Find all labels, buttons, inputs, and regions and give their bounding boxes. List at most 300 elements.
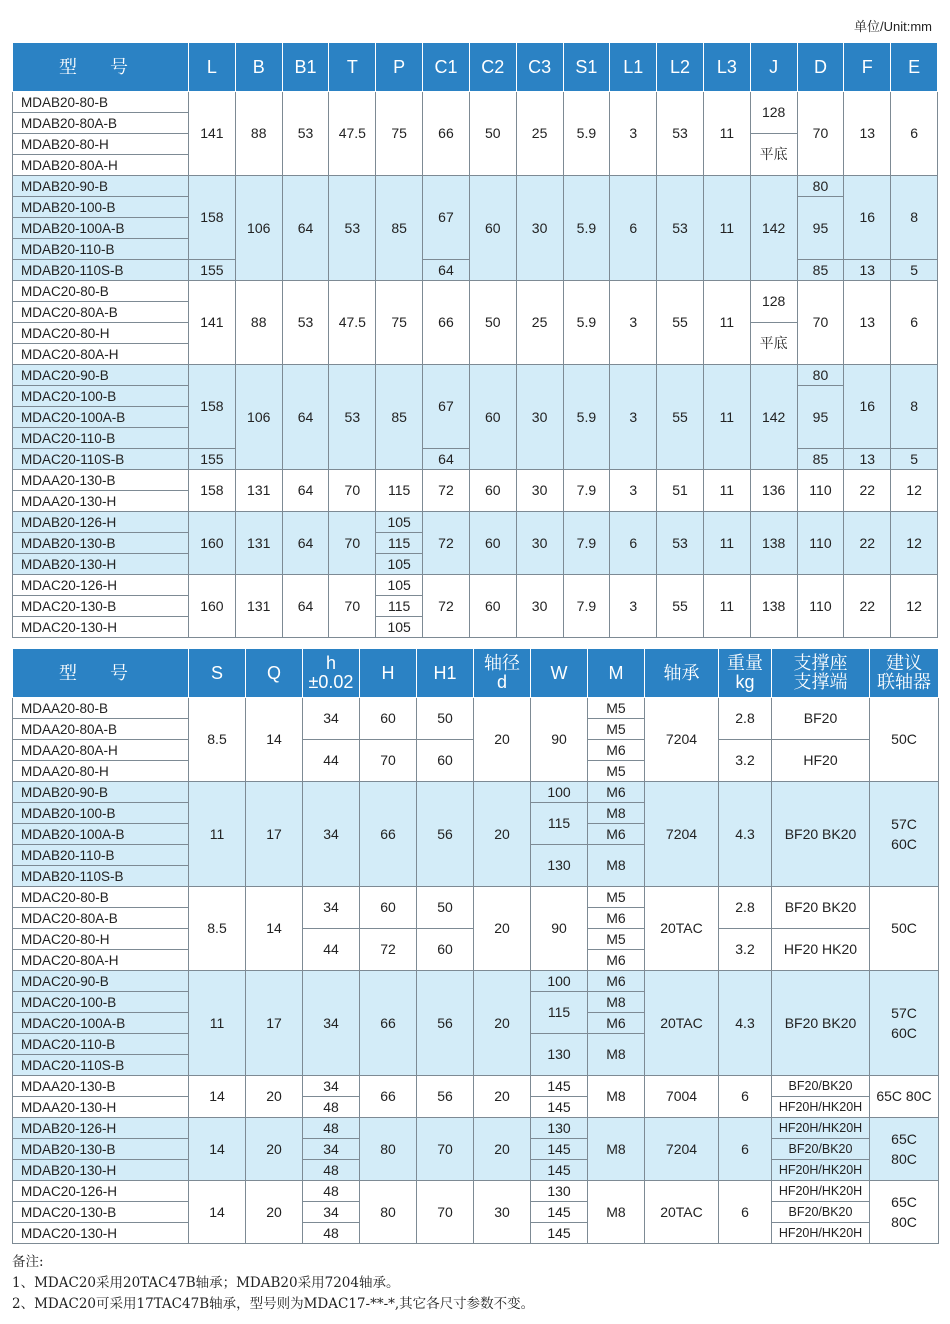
value-cell: 95: [797, 197, 844, 260]
value-cell: 142: [750, 176, 797, 281]
value-cell: 2.8: [719, 887, 772, 929]
value-cell: 60: [360, 698, 417, 740]
value-cell: 34: [303, 698, 360, 740]
model-cell: MDAC20-100A-B: [13, 1013, 189, 1034]
table-row: [13, 470, 938, 491]
value-cell: 6: [891, 281, 938, 365]
value-cell: 12: [891, 512, 938, 575]
header-c3: C3: [516, 43, 563, 92]
value-cell: 11: [703, 281, 750, 365]
table-row: [13, 887, 939, 908]
table-row: [13, 971, 939, 992]
value-cell: 5.9: [563, 92, 610, 176]
value-cell: 47.5: [329, 281, 376, 365]
header-h: h ±0.02: [303, 649, 360, 698]
table-row: [13, 176, 938, 197]
value-cell: 3: [610, 281, 657, 365]
value-cell: 66: [360, 782, 417, 887]
header-model: 型 号: [13, 43, 189, 92]
value-cell: 6: [719, 1181, 772, 1244]
value-cell: 158: [189, 470, 236, 512]
header-l3: L3: [703, 43, 750, 92]
value-cell: 72: [423, 470, 470, 512]
model-cell: MDAB20-130-B: [13, 533, 189, 554]
model-cell: MDAC20-100-B: [13, 386, 189, 407]
value-cell: 20: [246, 1181, 303, 1244]
value-cell: 20TAC: [645, 1181, 719, 1244]
value-cell: 55: [657, 365, 704, 470]
value-cell: M5: [588, 761, 645, 782]
value-cell: BF20 BK20: [772, 887, 870, 929]
value-cell: 平底: [750, 323, 797, 365]
header-q: Q: [246, 649, 303, 698]
model-cell: MDAC20-110S-B: [13, 449, 189, 470]
value-cell: 11: [189, 971, 246, 1076]
value-cell: 17: [246, 782, 303, 887]
table-row: [13, 575, 938, 596]
value-cell: 55: [657, 575, 704, 638]
value-cell: 34: [303, 971, 360, 1076]
model-cell: MDAB20-130-H: [13, 1160, 189, 1181]
value-cell: BF20 BK20: [772, 971, 870, 1076]
value-cell: 5.9: [563, 176, 610, 281]
value-cell: 44: [303, 740, 360, 782]
value-cell: 11: [703, 176, 750, 281]
value-cell: 6: [610, 512, 657, 575]
value-cell: 70: [417, 1118, 474, 1181]
model-cell: MDAC20-100A-B: [13, 407, 189, 428]
value-cell: 20: [246, 1076, 303, 1118]
value-cell: 51: [657, 470, 704, 512]
value-cell: 60: [469, 575, 516, 638]
value-cell: 128: [750, 92, 797, 134]
value-cell: 67: [423, 176, 470, 260]
model-cell: MDAA20-130-H: [13, 491, 189, 512]
value-cell: M6: [588, 971, 645, 992]
value-cell: 7.9: [563, 512, 610, 575]
value-cell: HF20 HK20: [772, 929, 870, 971]
header-: 重量 kg: [719, 649, 772, 698]
dimension-table-2: [12, 648, 939, 1244]
value-cell: 13: [844, 92, 891, 176]
value-cell: 70: [797, 92, 844, 176]
header-t: T: [329, 43, 376, 92]
notes: [12, 1252, 534, 1315]
table-row: [13, 1118, 939, 1139]
notes-title: 备注:: [12, 1254, 44, 1270]
value-cell: 60: [360, 887, 417, 929]
value-cell: 130: [531, 1118, 588, 1139]
value-cell: BF20 BK20: [772, 782, 870, 887]
header-l: L: [189, 43, 236, 92]
value-cell: 115: [531, 803, 588, 845]
value-cell: 3.2: [719, 929, 772, 971]
header-: 支撑座 支撑端: [772, 649, 870, 698]
value-cell: 8.5: [189, 698, 246, 782]
value-cell: M6: [588, 950, 645, 971]
value-cell: M6: [588, 824, 645, 845]
value-cell: 22: [844, 575, 891, 638]
value-cell: 53: [282, 281, 329, 365]
value-cell: 70: [329, 575, 376, 638]
value-cell: 60: [417, 929, 474, 971]
value-cell: 34: [303, 1076, 360, 1097]
value-cell: M8: [588, 1118, 645, 1181]
header-m: M: [588, 649, 645, 698]
model-cell: MDAC20-80A-B: [13, 908, 189, 929]
value-cell: 16: [844, 176, 891, 260]
model-cell: MDAC20-80A-H: [13, 950, 189, 971]
value-cell: 65C 80C: [870, 1076, 939, 1118]
header-p: P: [376, 43, 423, 92]
header-: 轴承: [645, 649, 719, 698]
table-row: [13, 281, 938, 302]
value-cell: 145: [531, 1160, 588, 1181]
model-cell: MDAB20-90-B: [13, 782, 189, 803]
value-cell: M8: [588, 992, 645, 1013]
value-cell: 14: [189, 1181, 246, 1244]
model-cell: MDAC20-110-B: [13, 1034, 189, 1055]
value-cell: 95: [797, 386, 844, 449]
value-cell: HF20H/HK20H: [772, 1118, 870, 1139]
value-cell: 20TAC: [645, 887, 719, 971]
model-cell: MDAC20-90-B: [13, 971, 189, 992]
value-cell: 60: [469, 470, 516, 512]
value-cell: 115: [376, 470, 423, 512]
model-cell: MDAA20-130-H: [13, 1097, 189, 1118]
value-cell: 66: [423, 281, 470, 365]
value-cell: 145: [531, 1202, 588, 1223]
value-cell: 53: [282, 92, 329, 176]
value-cell: 6: [719, 1076, 772, 1118]
model-cell: MDAB20-110S-B: [13, 260, 189, 281]
value-cell: 130: [531, 845, 588, 887]
header-w: W: [531, 649, 588, 698]
value-cell: 56: [417, 782, 474, 887]
value-cell: 53: [329, 365, 376, 470]
value-cell: 64: [282, 365, 329, 470]
value-cell: 88: [235, 92, 282, 176]
value-cell: 20: [474, 1118, 531, 1181]
value-cell: 115: [376, 533, 423, 554]
value-cell: 141: [189, 281, 236, 365]
value-cell: 11: [703, 512, 750, 575]
value-cell: 85: [376, 176, 423, 281]
header-c1: C1: [423, 43, 470, 92]
value-cell: 3: [610, 365, 657, 470]
value-cell: 85: [797, 449, 844, 470]
value-cell: 6: [891, 92, 938, 176]
value-cell: 22: [844, 512, 891, 575]
header-e: E: [891, 43, 938, 92]
value-cell: 50: [417, 887, 474, 929]
table-row: [13, 92, 938, 113]
value-cell: M6: [588, 908, 645, 929]
value-cell: 8.5: [189, 887, 246, 971]
value-cell: 53: [329, 176, 376, 281]
value-cell: 25: [516, 281, 563, 365]
value-cell: 53: [657, 92, 704, 176]
value-cell: HF20: [772, 740, 870, 782]
model-cell: MDAB20-100-B: [13, 803, 189, 824]
model-cell: MDAB20-126-H: [13, 1118, 189, 1139]
value-cell: 5.9: [563, 365, 610, 470]
value-cell: 11: [703, 575, 750, 638]
value-cell: 66: [360, 1076, 417, 1118]
value-cell: 16: [844, 365, 891, 449]
model-cell: MDAC20-110-B: [13, 428, 189, 449]
value-cell: 20: [246, 1118, 303, 1181]
value-cell: 25: [516, 92, 563, 176]
value-cell: 20: [474, 782, 531, 887]
header-h: H: [360, 649, 417, 698]
header-j: J: [750, 43, 797, 92]
table-row: [13, 1076, 939, 1097]
value-cell: M8: [588, 1181, 645, 1244]
value-cell: 20TAC: [645, 971, 719, 1076]
model-cell: MDAC20-80A-H: [13, 344, 189, 365]
value-cell: 110: [797, 470, 844, 512]
value-cell: 155: [189, 260, 236, 281]
value-cell: 64: [423, 260, 470, 281]
note-item: 1、MDAC20采用20TAC47B轴承；MDAB20采用7204轴承。: [12, 1275, 400, 1291]
value-cell: 14: [189, 1076, 246, 1118]
header-model: 型 号: [13, 649, 189, 698]
value-cell: 106: [235, 176, 282, 281]
value-cell: 70: [329, 512, 376, 575]
model-cell: MDAC20-130-H: [13, 1223, 189, 1244]
value-cell: 2.8: [719, 698, 772, 740]
value-cell: 85: [376, 365, 423, 470]
value-cell: 105: [376, 617, 423, 638]
model-cell: MDAB20-80-B: [13, 92, 189, 113]
value-cell: 13: [844, 281, 891, 365]
value-cell: 67: [423, 365, 470, 449]
value-cell: 14: [246, 887, 303, 971]
value-cell: 34: [303, 1139, 360, 1160]
model-cell: MDAC20-80-H: [13, 929, 189, 950]
value-cell: 88: [235, 281, 282, 365]
model-cell: MDAA20-80-H: [13, 761, 189, 782]
value-cell: 13: [844, 449, 891, 470]
value-cell: M8: [588, 1034, 645, 1076]
value-cell: 100: [531, 971, 588, 992]
value-cell: 80: [360, 1181, 417, 1244]
value-cell: 11: [703, 92, 750, 176]
table-row: [13, 1181, 939, 1202]
value-cell: 115: [531, 992, 588, 1034]
value-cell: 60: [469, 512, 516, 575]
value-cell: M5: [588, 929, 645, 950]
value-cell: 155: [189, 449, 236, 470]
value-cell: 105: [376, 554, 423, 575]
value-cell: 50C: [870, 887, 939, 971]
value-cell: 80: [797, 365, 844, 386]
value-cell: 30: [516, 512, 563, 575]
value-cell: 55: [657, 281, 704, 365]
value-cell: 4.3: [719, 971, 772, 1076]
table-1-header-row: [13, 43, 938, 92]
value-cell: HF20H/HK20H: [772, 1097, 870, 1118]
value-cell: 4.3: [719, 782, 772, 887]
value-cell: 158: [189, 365, 236, 449]
model-cell: MDAA20-80-B: [13, 698, 189, 719]
value-cell: 12: [891, 575, 938, 638]
value-cell: 142: [750, 365, 797, 470]
value-cell: 5: [891, 449, 938, 470]
model-cell: MDAC20-110S-B: [13, 1055, 189, 1076]
model-cell: MDAC20-130-H: [13, 617, 189, 638]
value-cell: 145: [531, 1097, 588, 1118]
header-c2: C2: [469, 43, 516, 92]
model-cell: MDAC20-80-B: [13, 887, 189, 908]
model-cell: MDAA20-80A-H: [13, 740, 189, 761]
value-cell: 12: [891, 470, 938, 512]
value-cell: 22: [844, 470, 891, 512]
header-b1: B1: [282, 43, 329, 92]
model-cell: MDAA20-130-B: [13, 1076, 189, 1097]
value-cell: M5: [588, 698, 645, 719]
value-cell: 136: [750, 470, 797, 512]
model-cell: MDAC20-130-B: [13, 596, 189, 617]
value-cell: 65C 80C: [870, 1118, 939, 1181]
value-cell: HF20H/HK20H: [772, 1223, 870, 1244]
value-cell: 72: [360, 929, 417, 971]
model-cell: MDAB20-80A-B: [13, 113, 189, 134]
value-cell: 64: [282, 512, 329, 575]
value-cell: 3.2: [719, 740, 772, 782]
value-cell: BF20: [772, 698, 870, 740]
value-cell: 5: [891, 260, 938, 281]
model-cell: MDAC20-100-B: [13, 992, 189, 1013]
value-cell: 48: [303, 1181, 360, 1202]
value-cell: BF20/BK20: [772, 1076, 870, 1097]
value-cell: 20: [474, 887, 531, 971]
model-cell: MDAB20-90-B: [13, 176, 189, 197]
model-cell: MDAA20-130-B: [13, 470, 189, 491]
value-cell: 57C 60C: [870, 971, 939, 1076]
value-cell: 141: [189, 92, 236, 176]
value-cell: BF20/BK20: [772, 1202, 870, 1223]
value-cell: 138: [750, 512, 797, 575]
value-cell: 70: [360, 740, 417, 782]
value-cell: 57C 60C: [870, 782, 939, 887]
header-s1: S1: [563, 43, 610, 92]
value-cell: 50: [469, 281, 516, 365]
value-cell: 66: [423, 92, 470, 176]
value-cell: 80: [797, 176, 844, 197]
value-cell: 48: [303, 1223, 360, 1244]
value-cell: M6: [588, 740, 645, 761]
value-cell: 64: [282, 470, 329, 512]
value-cell: 7204: [645, 782, 719, 887]
value-cell: 158: [189, 176, 236, 260]
value-cell: 30: [516, 176, 563, 281]
model-cell: MDAB20-100A-B: [13, 824, 189, 845]
model-cell: MDAB20-110S-B: [13, 866, 189, 887]
model-cell: MDAC20-80-H: [13, 323, 189, 344]
value-cell: 47.5: [329, 92, 376, 176]
value-cell: 11: [703, 365, 750, 470]
value-cell: 100: [531, 782, 588, 803]
value-cell: M5: [588, 887, 645, 908]
value-cell: 75: [376, 281, 423, 365]
model-cell: MDAA20-80A-B: [13, 719, 189, 740]
model-cell: MDAB20-100-B: [13, 197, 189, 218]
value-cell: 7204: [645, 1118, 719, 1181]
value-cell: 85: [797, 260, 844, 281]
value-cell: 11: [189, 782, 246, 887]
value-cell: 5.9: [563, 281, 610, 365]
table-row: [13, 782, 939, 803]
value-cell: 50C: [870, 698, 939, 782]
value-cell: 105: [376, 512, 423, 533]
value-cell: 30: [474, 1181, 531, 1244]
value-cell: 50: [469, 92, 516, 176]
value-cell: 30: [516, 575, 563, 638]
value-cell: 70: [417, 1181, 474, 1244]
value-cell: 20: [474, 1076, 531, 1118]
unit-label: 单位/Unit:mm: [853, 19, 932, 34]
value-cell: 14: [246, 698, 303, 782]
value-cell: 130: [531, 1034, 588, 1076]
value-cell: 160: [189, 512, 236, 575]
header-b: B: [235, 43, 282, 92]
value-cell: 6: [719, 1118, 772, 1181]
value-cell: 145: [531, 1223, 588, 1244]
value-cell: 7004: [645, 1076, 719, 1118]
value-cell: 20: [474, 698, 531, 782]
table-row: [13, 365, 938, 386]
value-cell: 平底: [750, 134, 797, 176]
value-cell: 64: [282, 575, 329, 638]
value-cell: 53: [657, 176, 704, 281]
value-cell: M6: [588, 1013, 645, 1034]
header-: 轴径 d: [474, 649, 531, 698]
value-cell: 30: [516, 365, 563, 470]
model-cell: MDAC20-126-H: [13, 1181, 189, 1202]
value-cell: HF20H/HK20H: [772, 1181, 870, 1202]
model-cell: MDAC20-80A-B: [13, 302, 189, 323]
value-cell: 6: [610, 176, 657, 281]
value-cell: 80: [360, 1118, 417, 1181]
value-cell: 66: [360, 971, 417, 1076]
header-l1: L1: [610, 43, 657, 92]
value-cell: 56: [417, 971, 474, 1076]
value-cell: 106: [235, 365, 282, 470]
value-cell: HF20H/HK20H: [772, 1160, 870, 1181]
value-cell: 3: [610, 92, 657, 176]
value-cell: 105: [376, 575, 423, 596]
value-cell: 7204: [645, 698, 719, 782]
value-cell: 30: [516, 470, 563, 512]
header-h1: H1: [417, 649, 474, 698]
value-cell: 128: [750, 281, 797, 323]
value-cell: 44: [303, 929, 360, 971]
value-cell: 60: [417, 740, 474, 782]
value-cell: 20: [474, 971, 531, 1076]
value-cell: 110: [797, 512, 844, 575]
header-: 建议 联轴器: [870, 649, 939, 698]
value-cell: 17: [246, 971, 303, 1076]
value-cell: 65C 80C: [870, 1181, 939, 1244]
model-cell: MDAC20-126-H: [13, 575, 189, 596]
value-cell: 115: [376, 596, 423, 617]
value-cell: 48: [303, 1160, 360, 1181]
model-cell: MDAB20-110-B: [13, 845, 189, 866]
value-cell: 8: [891, 365, 938, 449]
table-2-header-row: [13, 649, 939, 698]
